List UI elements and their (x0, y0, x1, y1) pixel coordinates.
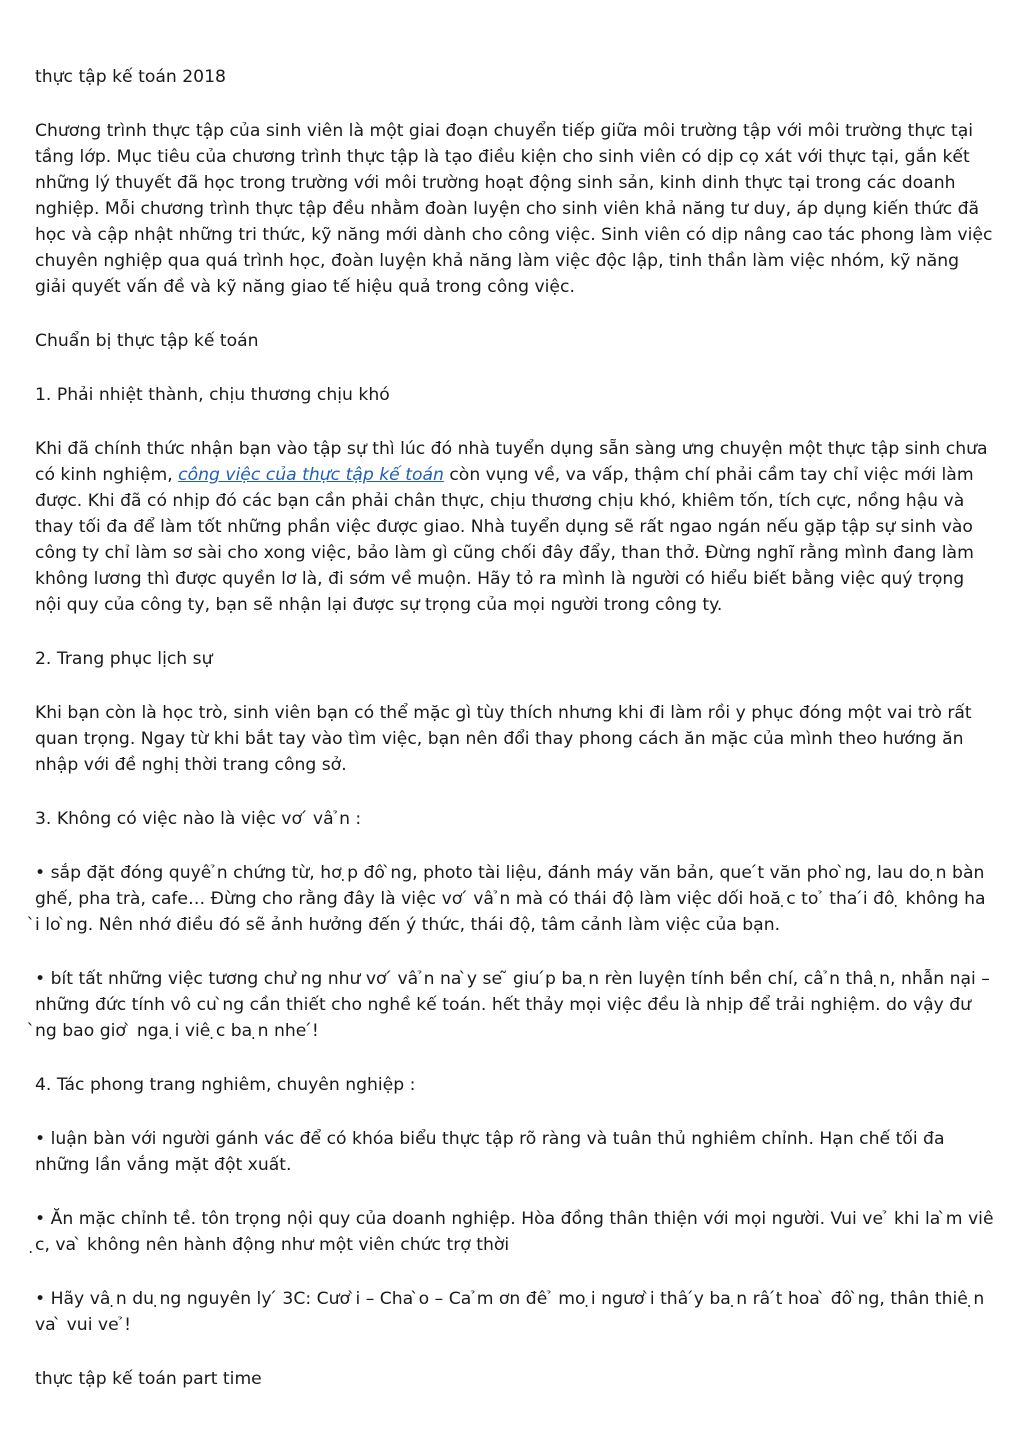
document-body (35, 64, 995, 1420)
paragraph-1 (35, 436, 995, 618)
section-heading-prepare: Chuẩn bị thực tập kế toán (35, 331, 259, 351)
paragraph-2: Khi bạn còn là học trò, sinh viên bạn có thể mặc gì tùy thích nhưng khi đi làm rồi y phục đóng một vai trò rất quan trọng. Ngay từ khi bắt tay vào tìm việc, bạn nên đổi thay phong cách ăn mặc của mình theo hướng ăn nhập với đề nghị thời trang công sở. (35, 703, 972, 775)
bullet-4-1: • luận bàn với người gánh vác để có khóa biểu thực tập rõ ràng và tuân thủ nghiêm chỉnh. Hạn chế tối đa những lần vắng mặt đột xuất. (35, 1129, 945, 1175)
heading-3: 3. Không có việc nào là việc vơ ́ vâ ̉n : (35, 809, 362, 829)
bullet-3-2: • bít tất những việc tương chư ̀ng như vơ ́ vâ ̉n na ̀y se ̃ giu ́p ba ̣n rèn luyện tính bền chí, câ ̉n thâ ̣n, nhẫn nại – những đức tính vô cu ̀ng cần thiết cho nghề kế toán. hết thảy mọi việc đều là nhịp để trải nghiệm. do vậy đư ̀ng bao giơ ̀ nga ̣i viê ̣c ba ̣n nhe ́! (35, 969, 990, 1041)
heading-1: 1. Phải nhiệt thành, chịu thương chịu khó (35, 385, 390, 405)
heading-2: 2. Trang phục lịch sự (35, 649, 213, 669)
bullet-4-2: • Ăn mặc chỉnh tề. tôn trọng nội quy của doanh nghiệp. Hòa đồng thân thiện với mọi người. Vui ve ̉ khi la ̀m viê ̣c, va ̀ không nên hành động như một viên chức trợ thời (35, 1209, 994, 1255)
paragraph-1-text-before: Khi đã chính thức nhận bạn vào tập sự thì lúc đó nhà tuyển dụng sẵn sàng ưng chuyện một thực tập sinh chưa có kinh nghiệm, (35, 439, 988, 485)
paragraph-1-text-after: còn vụng về, va vấp, thậm chí phải cầm tay chỉ việc mới làm được. Khi đã có nhịp đó các bạn cần phải chân thực, chịu thương chịu khó, khiêm tốn, tích cực, nồng hậu và thay tối đa để làm tốt những phần việc được giao. Nhà tuyển dụng sẽ rất ngao ngán nếu gặp tập sự sinh vào công ty chỉ làm sơ sài cho xong việc, bảo làm gì cũng chối đây đẩy, than thở. Đừng nghĩ rằng mình đang làm không lương thì được quyền lơ là, đi sớm về muộn. Hãy tỏ ra mình là người có hiểu biết bằng việc quý trọng nội quy của công ty, bạn sẽ nhận lại được sự trọng của mọi người trong công ty. (35, 465, 974, 615)
intro-paragraph: Chương trình thực tập của sinh viên là một giai đoạn chuyển tiếp giữa môi trường tập với môi trường thực tại tầng lớp. Mục tiêu của chương trình thực tập là tạo điều kiện cho sinh viên có dịp cọ xát với thực tại, gắn kết những lý thuyết đã học trong trường với môi trường hoạt động sinh sản, kinh dinh thực tại trong các doanh nghiệp. Mỗi chương trình thực tập đều nhằm đoàn luyện cho sinh viên khả năng tư duy, áp dụng kiến thức đã học và cập nhật những tri thức, kỹ năng mới dành cho công việc. Sinh viên có dịp nâng cao tác phong làm việc chuyên nghiệp qua quá trình học, đoàn luyện khả năng làm việc độc lập, tinh thần làm việc nhóm, kỹ năng giải quyết vấn đề và kỹ năng giao tế hiệu quả trong công việc. (35, 121, 993, 297)
bullet-3-1: • sắp đặt đóng quyê ̉n chứng từ, hơ ̣p đô ̀ng, photo tài liệu, đánh máy văn bản, que ́t văn pho ̀ng, lau do ̣n bàn ghế, pha trà, cafe… Đừng cho rằng đây là việc vơ ́ vâ ̉n mà có thái độ làm việc dối hoă ̣c to ̉ tha ́i đô ̣ không ha ̀i lo ̀ng. Nên nhớ điều đó sẽ ảnh hưởng đến ý thức, thái độ, tâm cảnh làm việc của bạn. (35, 863, 986, 935)
footer-heading: thực tập kế toán part time (35, 1369, 262, 1389)
heading-4: 4. Tác phong trang nghiêm, chuyên nghiệp : (35, 1075, 416, 1095)
bullet-4-3: • Hãy vâ ̣n du ̣ng nguyên ly ́ 3C: Cươ ̀i – Cha ̀o – Ca ̉m ơn đê ̉ mo ̣i ngươ ̀i thâ ́y ba ̣n râ ́t hoa ̀ đô ̀ng, thân thiê ̣n va ̀ vui ve ̉! (35, 1289, 985, 1335)
accounting-internship-link[interactable]: công việc của thực tập kế toán (178, 465, 444, 485)
document-title: thực tập kế toán 2018 (35, 67, 226, 87)
